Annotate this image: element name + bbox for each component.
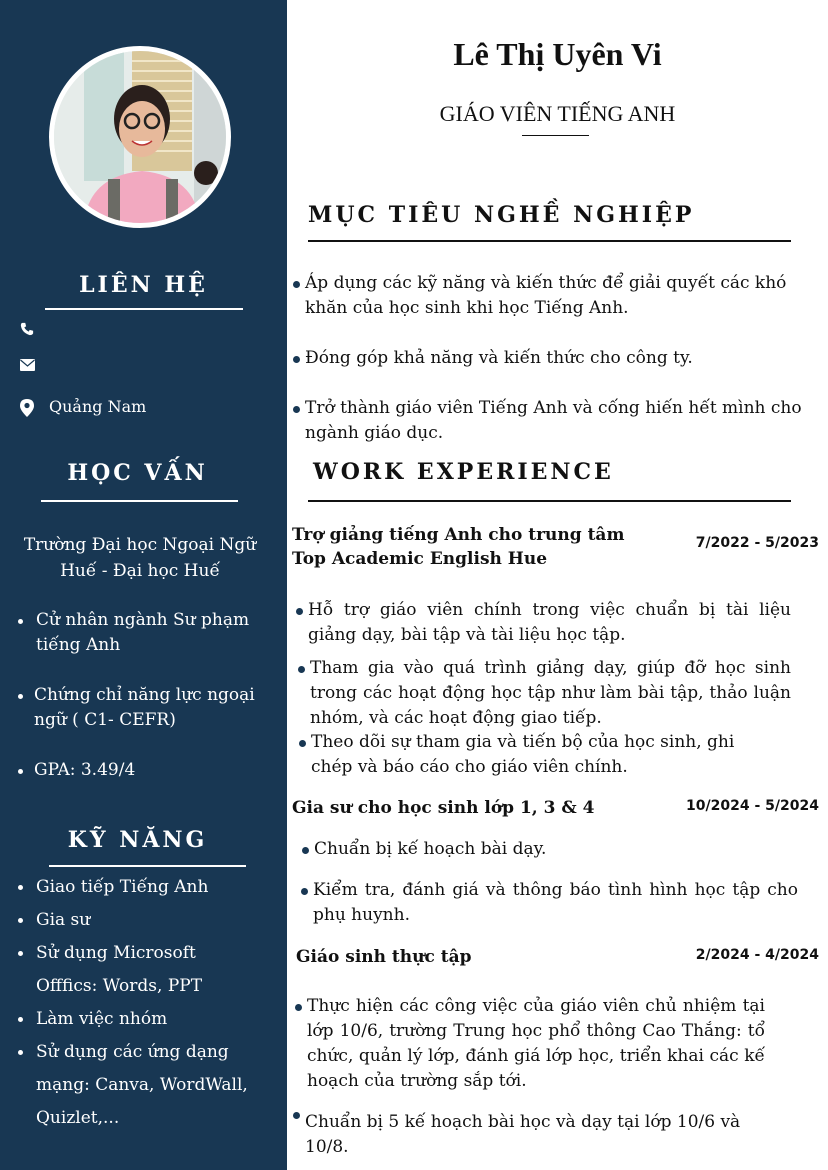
skill-item: Sử dụng Microsoft Offfics: Words, PPT (0, 937, 261, 1003)
phone-icon (20, 321, 36, 337)
job-1-item: Hỗ trợ giáo viên chính trong việc chuẩn bị tài liệu giảng dạy, bài tập và tài liệu học tập. (308, 598, 791, 648)
job-3-item: Thực hiện các công việc của giáo viên chủ nhiệm tại lớp 10/6, trường Trung học phổ thông Cao Thắng: tổ chức, quản lý lớp, đánh giá lớp học, triển khai các kế hoạch của trường sắp tới. (307, 994, 765, 1094)
bullet-icon (302, 847, 309, 854)
candidate-name: Lê Thị Uyên Vi (453, 36, 662, 72)
location-value: Quảng Nam (49, 397, 147, 416)
bullet-icon (299, 740, 306, 747)
skills-divider (49, 865, 246, 867)
skill-item: Làm việc nhóm (0, 1003, 261, 1036)
job-date-2: 10/2024 - 5/2024 (686, 798, 819, 814)
objective-heading: MỤC TIÊU NGHỀ NGHIỆP (308, 202, 695, 228)
bullet-icon (295, 1004, 302, 1011)
experience-heading: WORK EXPERIENCE (313, 459, 614, 485)
sidebar (0, 0, 287, 1170)
bullet-icon (293, 406, 300, 413)
job-date-3: 2/2024 - 4/2024 (695, 947, 819, 963)
location-pin-icon (20, 399, 36, 415)
main-content (287, 0, 828, 1170)
contact-divider (45, 308, 243, 310)
bullet-icon (298, 666, 305, 673)
email-icon (20, 356, 36, 372)
education-item: Chứng chỉ năng lực ngoại ngữ ( C1- CEFR) (0, 683, 264, 733)
job-2-item: Chuẩn bị kế hoạch bài dạy. (314, 837, 794, 862)
contact-location (20, 397, 146, 416)
job-3-item: Chuẩn bị 5 kế hoạch bài học và dạy tại lớp 10/6 và 10/8. (305, 1110, 745, 1160)
education-list (0, 608, 266, 808)
bullet-icon (293, 281, 300, 288)
skill-item: Gia sư (0, 904, 261, 937)
skill-item: Sử dụng các ứng dạng mạng: Canva, WordWall, Quizlet,... (0, 1036, 261, 1135)
job-date-1: 7/2022 - 5/2023 (695, 535, 819, 551)
education-heading: HỌC VẤN (67, 460, 208, 486)
job-1-item: Tham gia vào quá trình giảng dạy, giúp đỡ học sinh trong các hoạt động học tập như làm bài tập, thảo luận nhóm, và các hoạt động giao tiếp. (310, 656, 791, 731)
bullet-icon (301, 888, 308, 895)
job-title: GIÁO VIÊN TIẾNG ANH (439, 101, 676, 126)
education-item: GPA: 3.49/4 (0, 758, 264, 783)
job-title-2: Gia sư cho học sinh lớp 1, 3 & 4 (292, 798, 595, 818)
objective-item: Đóng góp khả năng và kiến thức cho công ty. (305, 346, 825, 371)
contact-phone (20, 321, 49, 337)
avatar-image (54, 51, 226, 223)
objective-item: Áp dụng các kỹ năng và kiến thức để giải quyết các khó khăn của học sinh khi học Tiếng Anh. (305, 271, 825, 321)
contact-heading: LIÊN HỆ (79, 272, 208, 298)
title-divider (522, 135, 589, 136)
skill-item: Giao tiếp Tiếng Anh (0, 871, 261, 904)
skills-heading: KỸ NĂNG (67, 827, 208, 853)
education-divider (41, 500, 238, 502)
experience-divider (308, 500, 791, 502)
job-1-item: Theo dõi sự tham gia và tiến bộ của học sinh, ghi chép và báo cáo cho giáo viên chính. (311, 730, 771, 780)
objective-divider (308, 240, 791, 242)
contact-email (20, 356, 49, 372)
objective-item: Trở thành giáo viên Tiếng Anh và cống hiến hết mình cho ngành giáo dục. (305, 396, 805, 446)
education-item: Cử nhân ngành Sư phạm tiếng Anh (0, 608, 266, 658)
education-school: Trường Đại học Ngoại Ngữ Huế - Đại học Huế (23, 535, 257, 581)
job-title-3: Giáo sinh thực tập (296, 947, 472, 967)
job-2-item: Kiểm tra, đánh giá và thông báo tình hình học tập cho phụ huynh. (313, 878, 798, 928)
bullet-icon (293, 1112, 300, 1119)
profile-photo (49, 46, 231, 228)
skills-list (0, 871, 261, 1135)
bullet-icon (296, 608, 303, 615)
job-title-1: Trợ giảng tiếng Anh cho trung tâm Top Academic English Hue (292, 525, 625, 569)
bullet-icon (293, 356, 300, 363)
